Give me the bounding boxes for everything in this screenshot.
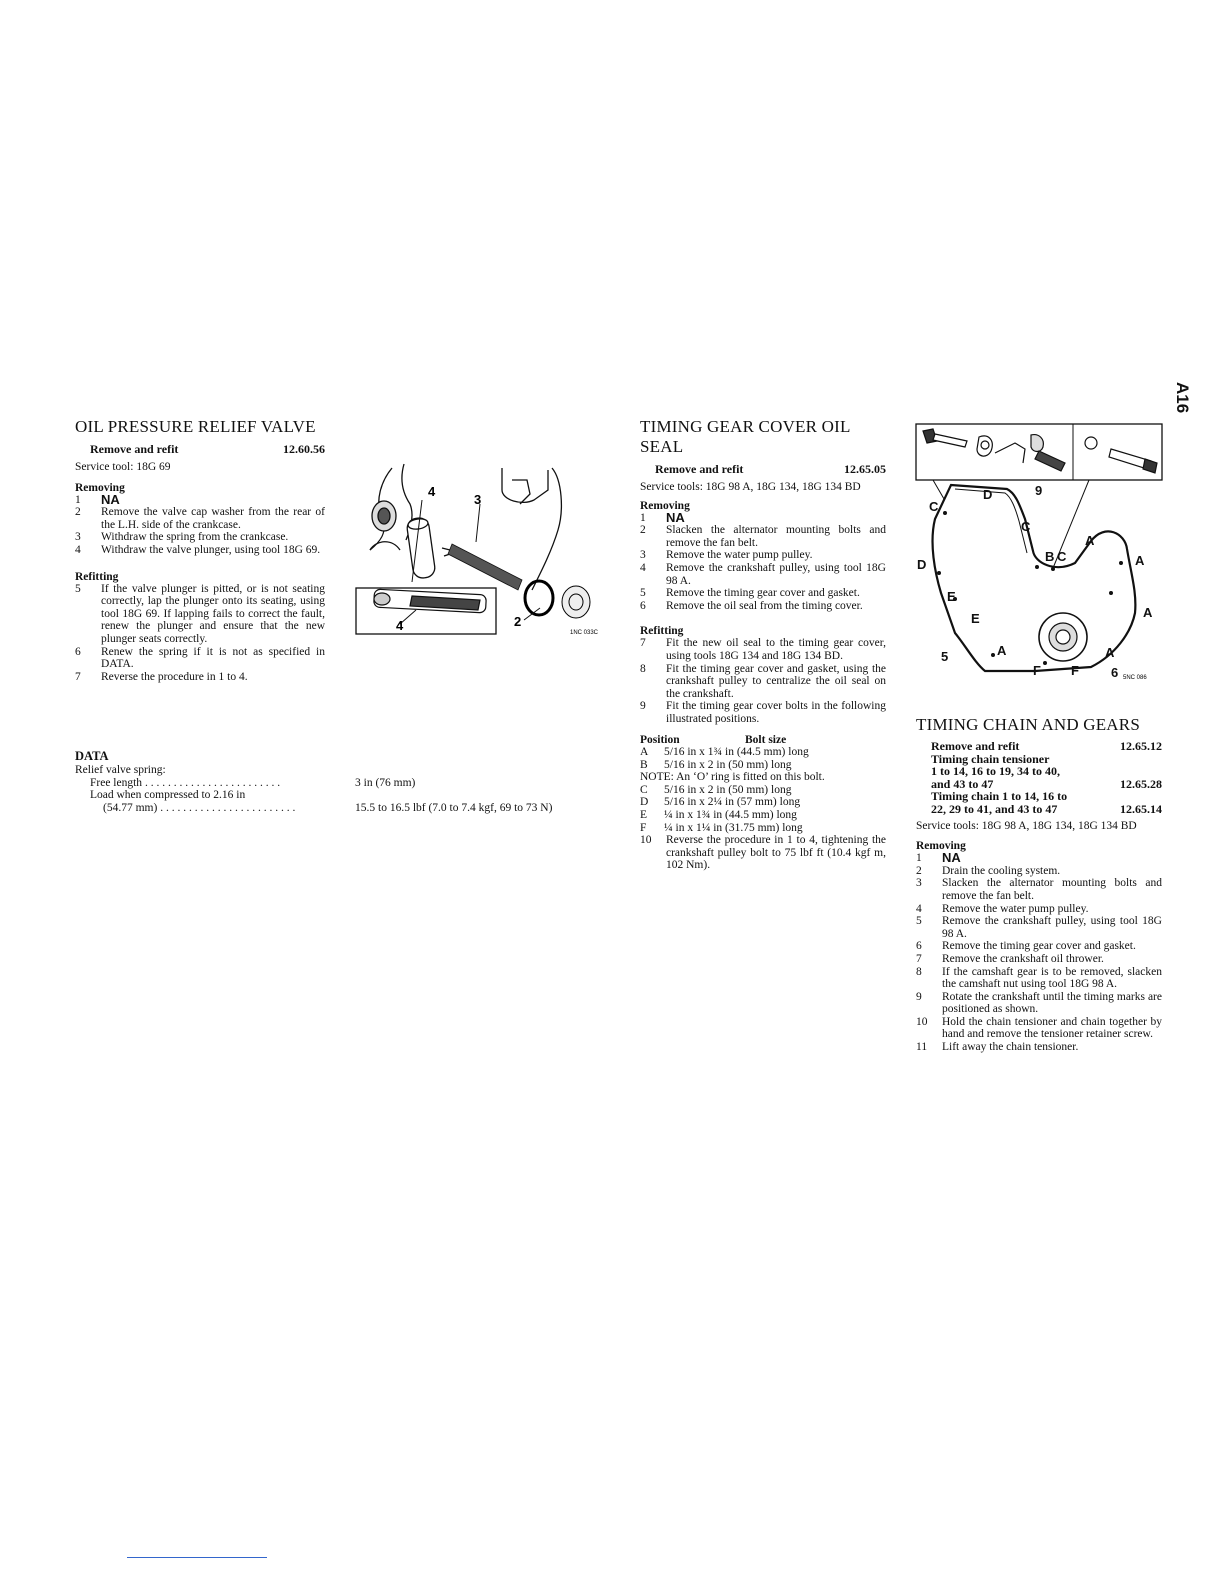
step-text: Rotate the crankshaft until the timing marks are positioned as shown. (942, 990, 1162, 1016)
oil-seal-subtitle: Remove and refit (655, 462, 744, 476)
list-item (916, 1016, 1162, 1041)
step-number: 9 (916, 990, 922, 1003)
step-number: 3 (75, 531, 81, 544)
step-text: Hold the chain tensioner and chain together by hand and remove the tensioner retainer screw. (942, 1015, 1162, 1041)
bolt-note: NOTE: An ‘O’ ring is fitted on this bolt. (640, 771, 825, 784)
bolt-size: ¼ in x 1¼ in (31.75 mm) long (664, 821, 803, 834)
cover-label: 9 (1035, 483, 1043, 498)
relief-valve-section (75, 417, 325, 683)
chain-gears-operations (931, 740, 1162, 816)
list-item (916, 953, 1162, 966)
step-number: 8 (640, 662, 646, 675)
oil-seal-title: TIMING GEAR COVER OIL SEAL (640, 417, 850, 456)
step-text: Remove the water pump pulley. (942, 902, 1089, 915)
list-item (640, 834, 886, 872)
cover-label: 5 (941, 649, 949, 664)
bolt-row (640, 784, 886, 797)
oil-seal-refitting-heading: Refitting (640, 625, 684, 638)
bolt-position: E (640, 809, 648, 822)
step-text: Drain the cooling system. (942, 864, 1061, 877)
cover-label: E (947, 589, 956, 604)
bolt-size: ¼ in x 1¾ in (44.5 mm) long (664, 809, 797, 822)
operation-code: 12.65.28 (1120, 776, 1162, 791)
bolt-position: F (640, 821, 647, 834)
free-length-row (75, 777, 605, 790)
cover-label: E (971, 611, 980, 626)
oil-seal-section (640, 417, 886, 872)
bolt-position: B (640, 758, 648, 771)
operation-label: Timing chain tensioner (931, 751, 1050, 766)
step-text: Slacken the alternator mounting bolts and remove the fan belt. (666, 524, 886, 549)
list-item (916, 903, 1162, 916)
step-text: Slacken the alternator mounting bolts and remove the fan belt. (942, 877, 1162, 902)
dot-leader: . . . . . . . . . . . . . . . . . . . . . . . . (142, 776, 281, 789)
data-label: Relief valve spring: (75, 764, 166, 776)
cover-label: A (997, 643, 1007, 658)
relief-valve-figure (352, 460, 604, 638)
chain-gears-removing-heading: Removing (916, 840, 966, 853)
list-item (640, 587, 886, 600)
chain-gears-title: TIMING CHAIN AND GEARS (916, 715, 1140, 734)
step-number: 8 (916, 965, 922, 978)
list-item (916, 940, 1162, 953)
oil-seal-refitting-list (640, 637, 886, 725)
bolt-table-group-2 (640, 784, 886, 834)
step-text: Remove the valve cap washer from the rear of the L.H. side of the crankcase. (101, 506, 325, 531)
step-number: 2 (75, 506, 81, 519)
oil-seal-removing-heading: Removing (640, 499, 690, 512)
cover-label: C (929, 499, 939, 514)
figure-label: 3 (474, 492, 482, 507)
load-row (75, 802, 605, 815)
load-value: 15.5 to 16.5 lbf (7.0 to 7.4 kgf, 69 to 73 N) (355, 801, 553, 814)
cover-label: A (1135, 553, 1145, 568)
bolt-row (640, 822, 886, 835)
step-number: 2 (916, 864, 922, 877)
relief-valve-subtitle: Remove and refit (90, 442, 179, 456)
step-text: NA (666, 509, 685, 525)
step-number: 2 (640, 524, 646, 537)
list-item (640, 600, 886, 613)
bolt-row (640, 759, 886, 772)
relief-valve-refitting-list (75, 583, 325, 684)
step-text: Reverse the procedure in 1 to 4. (101, 670, 248, 683)
list-item (916, 991, 1162, 1016)
list-item (75, 491, 325, 507)
list-item (75, 671, 325, 684)
step-text: NA (101, 491, 120, 507)
oil-seal-removing-list (640, 509, 886, 613)
bolt-row (640, 809, 886, 822)
list-item (916, 1041, 1162, 1054)
cover-label: C (1021, 519, 1031, 534)
step-number: 6 (640, 599, 646, 612)
cover-label: B (1045, 549, 1055, 564)
chain-gears-section (916, 715, 1162, 1054)
step-text: Lift away the chain tensioner. (942, 1041, 1079, 1054)
figure-reference: 5NC 086 (1123, 675, 1147, 681)
operation-row (931, 740, 1162, 753)
operation-row (931, 765, 1162, 778)
cover-label: C (1057, 549, 1067, 564)
list-item (916, 852, 1162, 865)
bolt-row (640, 796, 886, 809)
operation-code: 12.65.12 (1120, 739, 1162, 753)
relief-valve-removing-list (75, 491, 325, 557)
list-item (75, 583, 325, 646)
bolt-position: C (640, 783, 648, 796)
cover-label: F (1033, 663, 1041, 678)
step-number: 5 (75, 582, 81, 595)
operation-label: and 43 to 47 (931, 776, 994, 791)
load-label-2: (54.77 mm) (103, 801, 158, 814)
step-number: 4 (916, 902, 922, 915)
chain-gears-service-tools: Service tools: 18G 98 A, 18G 134, 18G 134 BD (916, 819, 1137, 832)
timing-cover-figure (915, 423, 1165, 685)
step-text: Remove the timing gear cover and gasket. (666, 587, 860, 600)
relief-valve-subtitle-row (90, 442, 325, 457)
bolt-size-header: Bolt size (745, 733, 787, 746)
footer-rule (127, 1557, 267, 1558)
cover-label: F (1071, 663, 1079, 678)
list-item (640, 509, 886, 525)
cover-label: D (917, 557, 927, 572)
figure-label: 4 (428, 484, 436, 499)
page-number: A16 (1173, 382, 1192, 414)
step-text: Fit the timing gear cover bolts in the following illustrated positions. (666, 700, 886, 725)
figure-reference: 1NC 033C (570, 630, 599, 636)
bolt-size: 5/16 in x 2¼ in (57 mm) long (664, 796, 801, 809)
operation-label: 1 to 14, 16 to 19, 34 to 40, (931, 764, 1060, 779)
cover-label: 6 (1111, 665, 1119, 680)
bolt-size: 5/16 in x 1¾ in (44.5 mm) long (664, 746, 809, 759)
step-text: Renew the spring if it is not as specified in DATA. (101, 645, 325, 671)
step-text: Remove the water pump pulley. (666, 549, 813, 562)
list-item (75, 646, 325, 671)
cover-label: D (983, 487, 993, 502)
step-text: Withdraw the valve plunger, using tool 18G 69. (101, 543, 321, 556)
list-item (75, 506, 325, 531)
step-number: 1 (916, 852, 922, 865)
step-number: 4 (75, 543, 81, 556)
data-heading: DATA (75, 749, 109, 763)
list-item (640, 524, 886, 549)
step-text: Reverse the procedure in 1 to 4, tightening the crankshaft pulley bolt to 75 lbf ft (10.4 kgf m, 102 Nm). (666, 834, 886, 872)
list-item (916, 966, 1162, 991)
list-item (75, 531, 325, 544)
bolt-size: 5/16 in x 2 in (50 mm) long (664, 783, 792, 796)
bolt-table-group-1 (640, 746, 886, 771)
step-number: 5 (640, 587, 646, 600)
step-text: If the valve plunger is pitted, or is not seating correctly, lap the plunger onto its seating, using tool 18G 69. If lapping fails to correct the fault, renew the plunger and ensure that the new plunger seats correctly. (101, 582, 325, 645)
bolt-position: D (640, 796, 649, 809)
position-header: Position (640, 733, 680, 746)
relief-valve-refitting-heading: Refitting (75, 570, 119, 583)
step-text: Remove the timing gear cover and gasket. (942, 940, 1136, 953)
load-label-1: Load when compressed to 2.16 in (90, 789, 246, 802)
bolt-table-header (640, 734, 886, 747)
relief-valve-code: 12.60.56 (283, 442, 325, 456)
operation-label: 22, 29 to 41, and 43 to 47 (931, 801, 1058, 816)
relief-valve-service-tool: Service tool: 18G 69 (75, 461, 171, 473)
free-length-value: 3 in (76 mm) (355, 776, 416, 789)
list-item (916, 877, 1162, 902)
step-number: 1 (640, 511, 646, 524)
bolt-position: A (640, 746, 649, 759)
step-number: 3 (916, 877, 922, 890)
list-item (75, 544, 325, 557)
step-number: 11 (916, 1041, 928, 1054)
step-text: If the camshaft gear is to be removed, slacken the camshaft nut using tool 18G 98 A. (942, 965, 1162, 991)
step-number: 5 (916, 915, 922, 928)
oil-seal-subtitle-row (655, 462, 886, 477)
list-item (916, 915, 1162, 940)
step-text: Fit the new oil seal to the timing gear cover, using tools 18G 134 and 18G 134 BD. (666, 637, 886, 662)
cover-label: A (1143, 605, 1153, 620)
operation-row (931, 803, 1162, 816)
list-item (640, 562, 886, 587)
operation-label: Remove and refit (931, 739, 1020, 753)
step-text: Fit the timing gear cover and gasket, using the crankshaft pulley to centralize the oil seal on the crankshaft. (666, 662, 886, 700)
step-number: 7 (916, 952, 922, 965)
step-text: NA (942, 850, 961, 866)
list-item (640, 637, 886, 662)
step-number: 9 (640, 700, 646, 713)
step-text: Remove the crankshaft pulley, using tool 18G 98 A. (666, 561, 886, 587)
oil-seal-code: 12.65.05 (844, 462, 886, 476)
cover-label: A (1085, 533, 1095, 548)
oil-seal-final-step (640, 834, 886, 872)
bolt-size: 5/16 in x 2 in (50 mm) long (664, 758, 792, 771)
bolt-row (640, 746, 886, 759)
step-number: 10 (640, 834, 652, 847)
figure-label: 4 (396, 618, 404, 633)
list-item (640, 663, 886, 701)
step-number: 10 (916, 1015, 928, 1028)
step-number: 7 (640, 637, 646, 650)
free-length-label: Free length (90, 776, 143, 789)
step-number: 7 (75, 670, 81, 683)
step-number: 6 (75, 645, 81, 658)
cover-label: A (1105, 645, 1115, 660)
dot-leader: . . . . . . . . . . . . . . . . . . . . . . . . (157, 801, 296, 814)
step-number: 4 (640, 561, 646, 574)
oil-seal-service-tools: Service tools: 18G 98 A, 18G 134, 18G 134 BD (640, 481, 861, 493)
list-item (640, 549, 886, 562)
relief-valve-data (75, 749, 605, 814)
figure-label: 2 (514, 614, 522, 629)
list-item (640, 700, 886, 725)
relief-valve-title: OIL PRESSURE RELIEF VALVE (75, 417, 316, 436)
step-number: 1 (75, 493, 81, 506)
step-number: 6 (916, 940, 922, 953)
step-text: Remove the oil seal from the timing cover. (666, 599, 863, 612)
list-item (916, 865, 1162, 878)
step-text: Withdraw the spring from the crankcase. (101, 531, 289, 544)
step-text: Remove the crankshaft pulley, using tool 18G 98 A. (942, 915, 1162, 940)
relief-valve-removing-heading: Removing (75, 481, 125, 494)
step-number: 3 (640, 549, 646, 562)
operation-code: 12.65.14 (1120, 801, 1162, 816)
step-text: Remove the crankshaft oil thrower. (942, 952, 1104, 965)
chain-gears-removing-list (916, 852, 1162, 1054)
operation-label: Timing chain 1 to 14, 16 to (931, 789, 1068, 804)
